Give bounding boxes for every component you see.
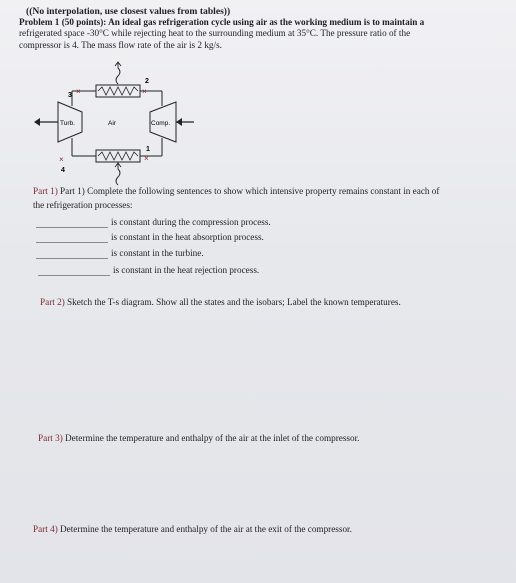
part1-question-line-2: the refrigeration processes: xyxy=(33,200,133,210)
problem-statement-line-2: refrigerated space -30°C while rejecting heat to the surrounding medium at 35°C. The pressure ratio of the xyxy=(19,28,411,38)
state-1-marker: × xyxy=(144,154,149,163)
state-1-label: 1 xyxy=(146,146,150,153)
answer-blank-1[interactable] xyxy=(36,227,108,228)
part2-question: Part 2) Sketch the T-s diagram. Show all the states and the isobars; Label the known temperatures. xyxy=(40,297,401,307)
part1-sentence-1: is constant during the compression process. xyxy=(36,217,271,228)
answer-blank-2[interactable] xyxy=(36,242,108,243)
state-3-marker: × xyxy=(76,87,81,96)
part4-question: Part 4) Determine the temperature and enthalpy of the air at the exit of the compressor. xyxy=(33,524,352,534)
state-2-marker: × xyxy=(142,87,147,96)
answer-blank-3[interactable] xyxy=(36,258,108,259)
heat-absorption-arrow xyxy=(116,163,120,185)
answer-blank-4[interactable] xyxy=(38,275,110,276)
problem-statement-line-3: compressor is 4. The mass flow rate of the air is 2 kg/s. xyxy=(19,40,222,50)
part1-sentence-4: is constant in the heat rejection process. xyxy=(38,265,259,276)
heat-rejection-arrow xyxy=(116,63,120,84)
state-2-label: 2 xyxy=(145,78,149,85)
no-interpolation-note: ((No interpolation, use closest values from tables)) xyxy=(26,6,231,17)
part1-question-line-1: Part 1) Part 1) Complete the following sentences to show which intensive property remains constant in each of xyxy=(33,186,440,196)
part1-sentence-2: is constant in the heat absorption process. xyxy=(36,232,264,243)
part3-question: Part 3) Determine the temperature and enthalpy of the air at the inlet of the compressor. xyxy=(38,433,360,443)
air-label: Air xyxy=(108,120,116,127)
compressor-label: Comp. xyxy=(151,120,171,127)
problem-statement-line-1: Problem 1 (50 points): An ideal gas refrigeration cycle using air as the working medium is to maintain a xyxy=(19,17,425,27)
state-4-marker: × xyxy=(59,155,64,164)
refrigeration-cycle-diagram xyxy=(28,60,198,190)
turbine-label: Turb. xyxy=(60,120,75,127)
state-4-label: 4 xyxy=(61,167,65,174)
state-3-label: 3 xyxy=(68,92,72,99)
part1-sentence-3: is constant in the turbine. xyxy=(36,248,204,259)
